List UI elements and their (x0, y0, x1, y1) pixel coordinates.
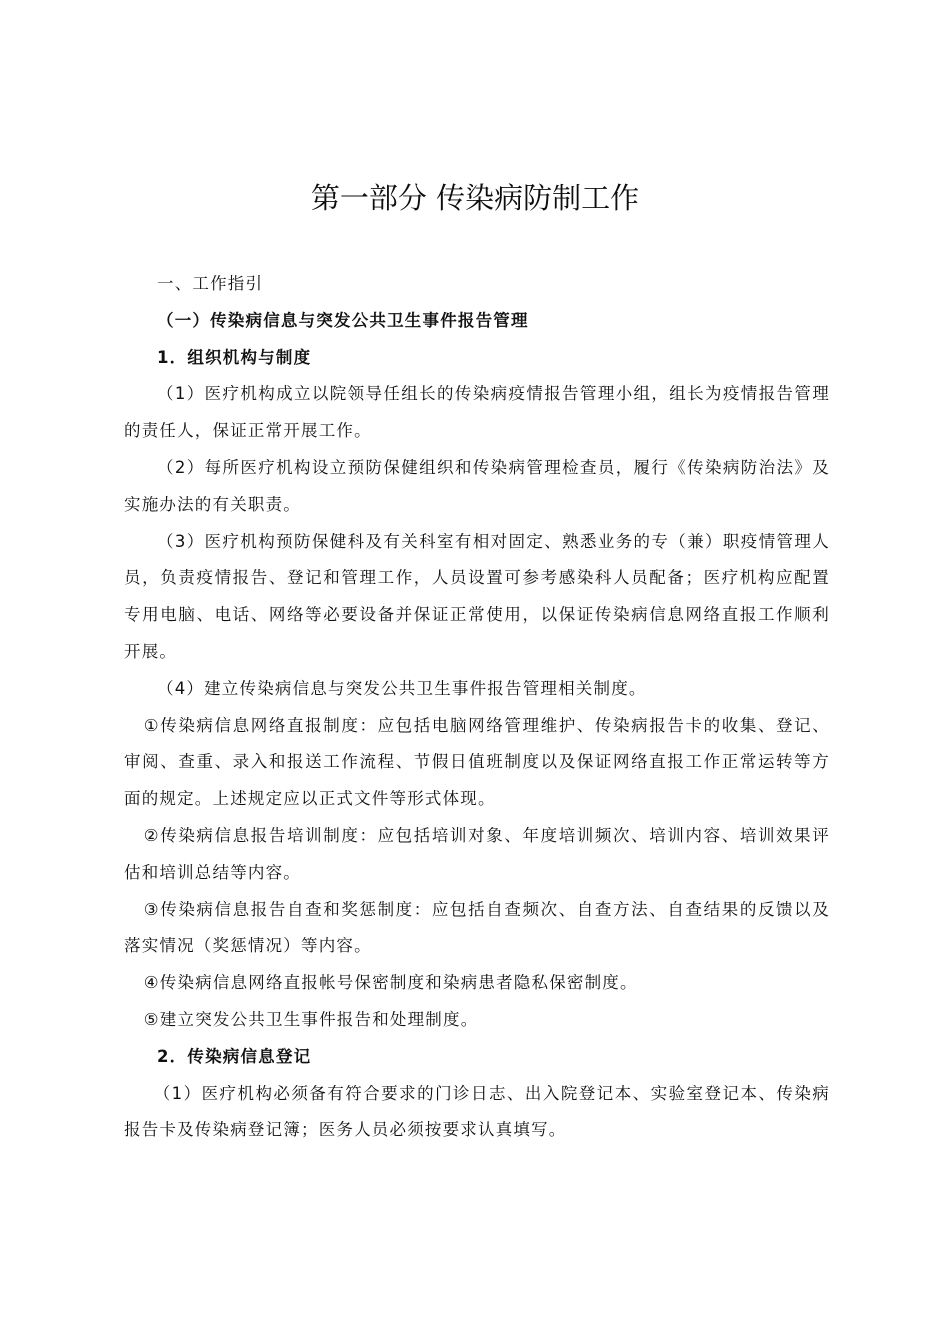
document-title: 第一部分 传染病防制工作 (310, 181, 640, 215)
item-heading: 1．组织机构与制度 (157, 347, 312, 367)
document-body (124, 266, 830, 1149)
list-item: ③传染病信息报告自查和奖惩制度：应包括自查频次、自查方法、自查结果的反馈以及落实情况（奖惩情况）等内容。 (124, 899, 830, 956)
body-paragraph: （1）医疗机构必须备有符合要求的门诊日志、出入院登记本、实验室登记本、传染病报告卡及传染病登记簿；医务人员必须按要求认真填写。 (124, 1083, 830, 1140)
list-item: ④传染病信息网络直报帐号保密制度和染病患者隐私保密制度。 (143, 973, 638, 993)
body-paragraph: （2）每所医疗机构设立预防保健组织和传染病管理检查员，履行《传染病防治法》及实施办法的有关职责。 (124, 457, 830, 514)
body-paragraph: （1）医疗机构成立以院领导任组长的传染病疫情报告管理小组，组长为疫情报告管理的责任人，保证正常开展工作。 (124, 384, 830, 441)
subsection-heading: （一）传染病信息与突发公共卫生事件报告管理 (157, 310, 529, 330)
list-item: ⑤建立突发公共卫生事件报告和处理制度。 (143, 1009, 479, 1029)
section-heading: 一、工作指引 (157, 274, 264, 293)
body-paragraph: （3）医疗机构预防保健科及有关科室有相对固定、熟悉业务的专（兼）职疫情管理人员，负责疫情报告、登记和管理工作，人员设置可参考感染科人员配备；医疗机构应配置专用电脑、电话、网络等必要设备并保证正常使用，以保证传染病信息网络直报工作顺利开展。 (124, 531, 830, 661)
body-paragraph: （4）建立传染病信息与突发公共卫生事件报告管理相关制度。 (157, 678, 647, 698)
list-item: ①传染病信息网络直报制度：应包括电脑网络管理维护、传染病报告卡的收集、登记、审阅、查重、录入和报送工作流程、节假日值班制度以及保证网络直报工作正常运转等方面的规定。上述规定应以正式文件等形式体现。 (124, 715, 830, 809)
list-item: ②传染病信息报告培训制度：应包括培训对象、年度培训频次、培训内容、培训效果评估和培训总结等内容。 (124, 825, 830, 882)
item-heading: 2．传染病信息登记 (157, 1046, 312, 1066)
